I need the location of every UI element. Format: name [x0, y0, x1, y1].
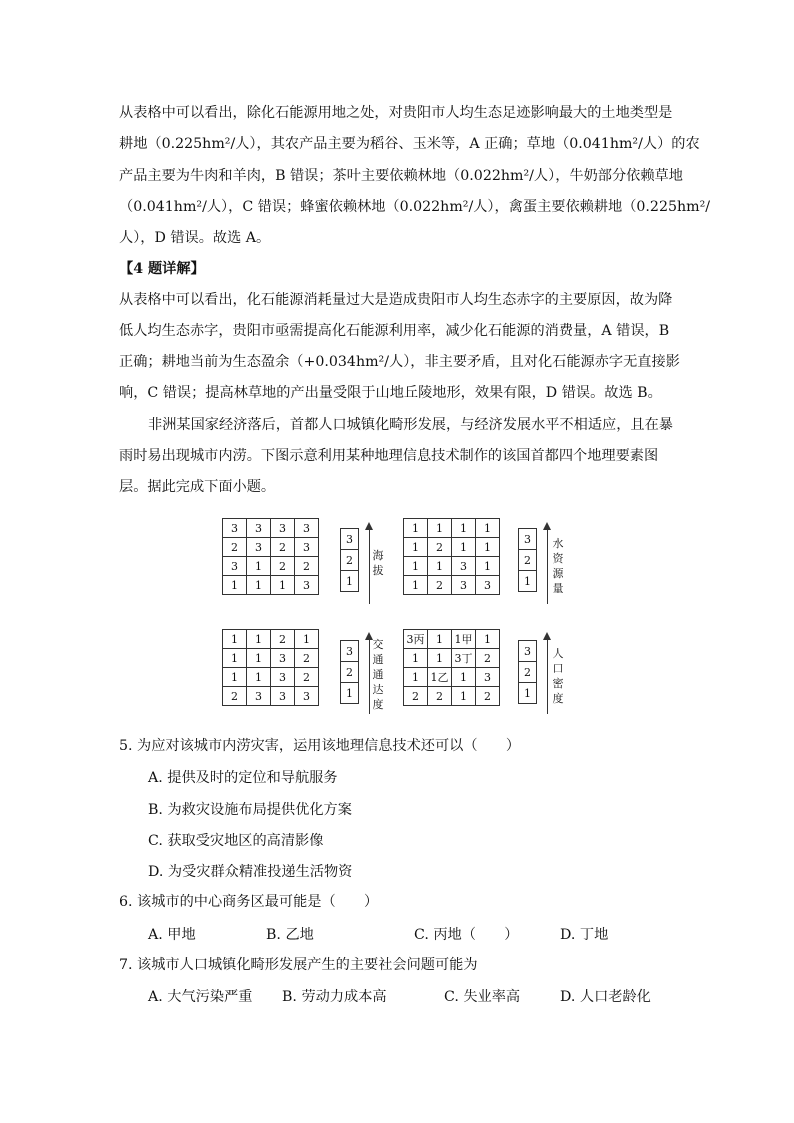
grid-cell: 3 — [452, 576, 476, 595]
traffic-label: 交 通 通 达 度 — [372, 638, 384, 711]
grid-cell: 1 — [428, 557, 452, 576]
axis-line — [369, 638, 370, 714]
grid-cell: 1 — [476, 630, 500, 649]
grid-cell: 1 — [476, 557, 500, 576]
elevation-grid — [222, 518, 319, 595]
option-d[interactable]: D. 丁地 — [560, 927, 609, 943]
axis-line — [547, 528, 548, 604]
grid-cell: 3 — [452, 557, 476, 576]
grid-cell: 1 — [223, 630, 247, 649]
grid-cell: 1 — [247, 630, 271, 649]
option-c[interactable]: C. 获取受灾地区的高清影像 — [148, 833, 324, 849]
axis-line — [547, 638, 548, 714]
grid-cell: 3 — [295, 687, 319, 706]
text-line: 人），D 错误。故选 A。 — [119, 230, 271, 246]
grid-cell: 1 — [295, 630, 319, 649]
grid-cell: 3 — [295, 519, 319, 538]
grid-cell: 3 — [295, 538, 319, 557]
option-b[interactable]: B. 为救灾设施布局提供优化方案 — [148, 802, 352, 818]
water-legend — [518, 528, 537, 592]
grid-cell: 2 — [428, 538, 452, 557]
grid-cell: 1 — [223, 576, 247, 595]
option-c[interactable]: C. 失业率高 — [444, 989, 521, 1005]
grid-cell: 1 — [247, 649, 271, 668]
grid-cell: 1 — [428, 519, 452, 538]
water-grid — [403, 518, 500, 595]
grid-cell: 3 — [295, 576, 319, 595]
grid-cell: 1 — [404, 538, 428, 557]
grid-cell: 1 — [428, 630, 452, 649]
legend-cell: 3 — [341, 641, 359, 662]
grid-cell: 3 — [223, 557, 247, 576]
legend-cell: 2 — [341, 550, 359, 571]
text-line: 层。据此完成下面小题。 — [119, 479, 276, 495]
legend-cell: 1 — [341, 683, 359, 704]
text-line: 雨时易出现城市内涝。下图示意利用某种地理信息技术制作的该国首都四个地理要素图 — [119, 448, 659, 464]
grid-cell: 2 — [223, 538, 247, 557]
text-line: 非洲某国家经济落后，首都人口城镇化畸形发展，与经济发展水平不相适应，且在暴 — [148, 417, 673, 433]
grid-cell: 1甲 — [452, 630, 476, 649]
text-line: 响，C 错误；提高林草地的产出量受限于山地丘陵地形，效果有限，D 错误。故选 B。 — [119, 385, 662, 401]
axis-line — [369, 528, 370, 604]
option-a[interactable]: A. 大气污染严重 — [148, 989, 253, 1005]
grid-cell: 1 — [223, 649, 247, 668]
grid-cell: 2 — [295, 668, 319, 687]
grid-cell: 1 — [452, 668, 476, 687]
legend-cell: 3 — [341, 529, 359, 550]
grid-cell: 1 — [223, 668, 247, 687]
legend-cell: 2 — [519, 662, 537, 683]
traffic-grid — [222, 629, 319, 706]
grid-cell: 3 — [476, 668, 500, 687]
grid-cell: 3 — [247, 687, 271, 706]
traffic-legend — [340, 640, 359, 704]
legend-cell: 2 — [519, 550, 537, 571]
water-label: 水 资 源 量 — [552, 537, 564, 595]
grid-cell: 3 — [476, 576, 500, 595]
question-stem: 6. 该城市的中心商务区最可能是（ ） — [119, 894, 379, 910]
grid-cell: 2 — [476, 649, 500, 668]
option-a[interactable]: A. 提供及时的定位和导航服务 — [148, 770, 338, 786]
text-line: （0.041hm²/人），C 错误；蜂蜜依赖林地（0.022hm²/人），禽蛋主要依赖耕地（0.225hm²/ — [119, 199, 711, 215]
grid-cell: 1 — [247, 557, 271, 576]
population-label: 人 口 密 度 — [552, 647, 564, 705]
grid-cell: 2 — [404, 687, 428, 706]
text-line: 从表格中可以看出，化石能源消耗量过大是造成贵阳市人均生态赤字的主要原因，故为降 — [119, 292, 673, 308]
option-c[interactable]: C. 丙地（ ） — [414, 927, 519, 943]
grid-cell: 1 — [404, 576, 428, 595]
legend-cell: 1 — [519, 683, 537, 704]
grid-cell: 3丁 — [452, 649, 476, 668]
legend-cell: 3 — [519, 641, 537, 662]
grid-cell: 1乙 — [428, 668, 452, 687]
option-d[interactable]: D. 人口老龄化 — [560, 989, 651, 1005]
population-grid — [403, 629, 500, 706]
text-line: 低人均生态赤字，贵阳市亟需提高化石能源利用率，减少化石能源的消费量，A 错误，B — [119, 323, 670, 339]
grid-cell: 3 — [271, 687, 295, 706]
grid-cell: 1 — [271, 576, 295, 595]
grid-cell: 1 — [404, 519, 428, 538]
grid-cell: 1 — [428, 649, 452, 668]
option-d[interactable]: D. 为受灾群众精准投递生活物资 — [148, 864, 353, 880]
question-stem: 7. 该城市人口城镇化畸形发展产生的主要社会问题可能为 — [119, 957, 478, 973]
elevation-legend — [340, 528, 359, 592]
grid-cell: 1 — [452, 687, 476, 706]
text-line: 耕地（0.225hm²/人），其农产品主要为稻谷、玉米等，A 正确；草地（0.041hm²/人）的农 — [119, 136, 700, 152]
legend-cell: 1 — [519, 571, 537, 592]
grid-cell: 3 — [223, 519, 247, 538]
grid-cell: 1 — [452, 519, 476, 538]
grid-cell: 3丙 — [404, 630, 428, 649]
option-b[interactable]: B. 乙地 — [266, 927, 314, 943]
text-line: 产品主要为牛肉和羊肉，B 错误；茶叶主要依赖林地（0.022hm²/人），牛奶部分依赖草地 — [119, 168, 683, 184]
grid-cell: 1 — [247, 576, 271, 595]
grid-cell: 2 — [295, 557, 319, 576]
grid-cell: 1 — [476, 519, 500, 538]
text-line: 从表格中可以看出，除化石能源用地之处，对贵阳市人均生态足迹影响最大的土地类型是 — [119, 105, 673, 121]
grid-cell: 1 — [476, 538, 500, 557]
grid-cell: 2 — [271, 538, 295, 557]
elevation-label: 海 拔 — [372, 549, 384, 577]
grid-cell: 1 — [452, 538, 476, 557]
legend-cell: 1 — [341, 571, 359, 592]
grid-cell: 3 — [247, 538, 271, 557]
grid-cell: 2 — [271, 557, 295, 576]
question-stem: 5. 为应对该城市内涝灾害，运用该地理信息技术还可以（ ） — [119, 738, 521, 754]
grid-cell: 2 — [295, 649, 319, 668]
grid-cell: 3 — [271, 519, 295, 538]
grid-cell: 3 — [271, 649, 295, 668]
grid-cell: 2 — [428, 687, 452, 706]
option-a[interactable]: A. 甲地 — [148, 927, 196, 943]
grid-cell: 3 — [271, 668, 295, 687]
grid-cell: 1 — [404, 668, 428, 687]
grid-cell: 2 — [271, 630, 295, 649]
grid-cell: 2 — [223, 687, 247, 706]
grid-cell: 3 — [247, 519, 271, 538]
grid-cell: 1 — [247, 668, 271, 687]
legend-cell: 3 — [519, 529, 537, 550]
grid-cell: 1 — [404, 649, 428, 668]
population-legend — [518, 640, 537, 704]
legend-cell: 2 — [341, 662, 359, 683]
grid-cell: 2 — [476, 687, 500, 706]
section-title-q4: 【4 题详解】 — [119, 261, 205, 277]
text-line: 正确；耕地当前为生态盈余（+0.034hm²/人），非主要矛盾，且对化石能源赤字无直接影 — [119, 354, 680, 370]
option-b[interactable]: B. 劳动力成本高 — [282, 989, 387, 1005]
grid-cell: 2 — [428, 576, 452, 595]
grid-cell: 1 — [404, 557, 428, 576]
